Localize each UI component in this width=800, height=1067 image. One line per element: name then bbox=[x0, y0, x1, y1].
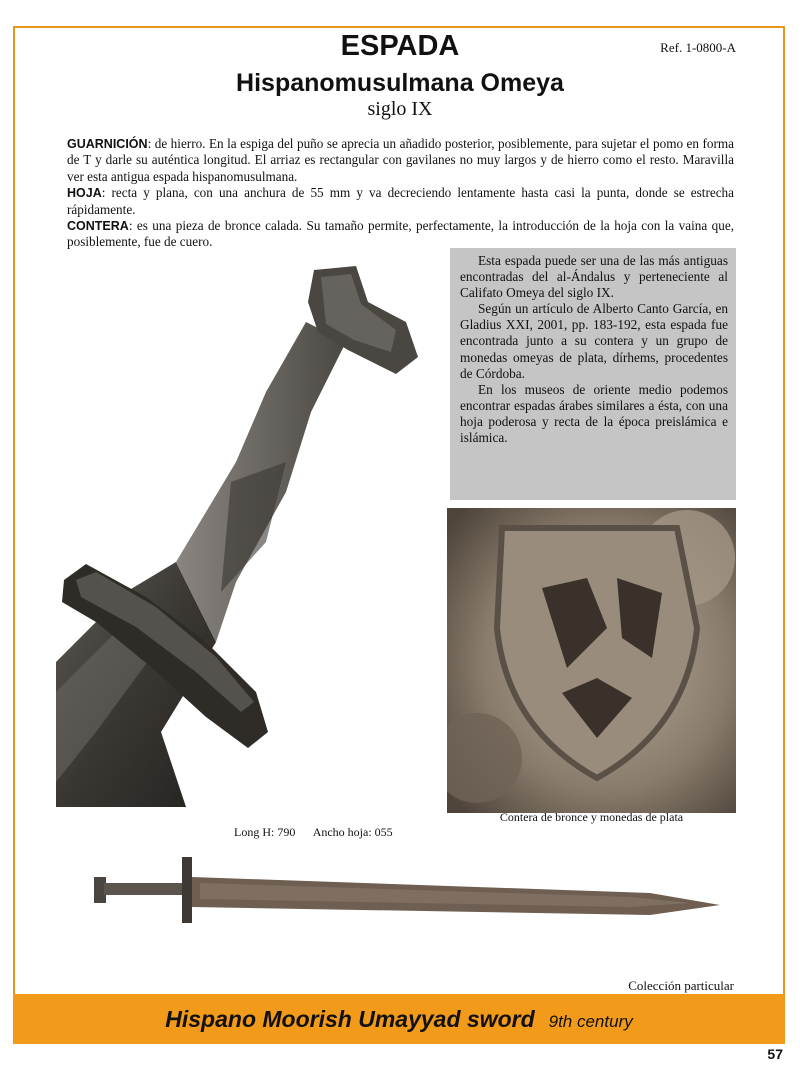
full-grip bbox=[104, 883, 184, 895]
page-number: 57 bbox=[767, 1046, 783, 1062]
sword-hilt-photo bbox=[56, 262, 428, 807]
full-sword-photo bbox=[90, 855, 720, 927]
description-block bbox=[67, 136, 734, 251]
sidebar-paragraph: Esta espada puede ser una de las más antiguas encontradas del al-Ándalus y perteneciente al Califato Omeya del siglo IX. bbox=[460, 253, 728, 301]
blade-width-label: Ancho hoja: 055 bbox=[312, 825, 393, 839]
period-label: siglo IX bbox=[367, 98, 433, 120]
description-hoja bbox=[67, 185, 734, 218]
dimensions bbox=[234, 825, 408, 840]
page-title: ESPADA bbox=[340, 30, 460, 62]
english-title: Hispano Moorish Umayyad sword bbox=[165, 1006, 535, 1032]
description-label: GUARNICIÓN bbox=[67, 137, 148, 151]
description-label: CONTERA bbox=[67, 219, 129, 234]
english-century: 9th century bbox=[548, 1012, 633, 1031]
description-text: : es una pieza de bronce calada. Su tamaño permite, perfectamente, la introducción de la hoja con la vaina que, posiblemente, fue de cuero. bbox=[67, 218, 734, 250]
english-title-banner bbox=[13, 994, 785, 1044]
description-contera bbox=[67, 218, 734, 251]
length-label: Long H: 790 bbox=[234, 825, 296, 839]
collection-label: Colección particular bbox=[628, 978, 734, 993]
reference-number: Ref. 1-0800-A bbox=[660, 40, 736, 55]
full-crossguard bbox=[182, 857, 192, 923]
sidebar-paragraph: Según un artículo de Alberto Canto García, en Gladius XXI, 2001, pp. 183-192, esta espada fue encontrada junto a su contera y un grupo de monedas omeyas de plata, dírhems, procedentes de Córdoba. bbox=[460, 301, 728, 381]
page-subtitle: Hispanomusulmana Omeya bbox=[236, 69, 564, 97]
description-label: HOJA bbox=[67, 186, 102, 201]
contera-photo bbox=[447, 508, 736, 813]
sidebar-paragraph: En los museos de oriente medio podemos encontrar espadas árabes similares a ésta, con una hoja poderosa y recta de la época preislámica e islámica. bbox=[460, 381, 728, 446]
contera-caption: Contera de bronce y monedas de plata bbox=[499, 810, 684, 824]
sidebar-note bbox=[450, 248, 736, 500]
description-text: : recta y plana, con una anchura de 55 mm y va decreciendo lentamente hasta casi la punta, donde se estrecha rápidamente. bbox=[67, 185, 734, 217]
description-guarnicion bbox=[67, 136, 734, 185]
description-text: : de hierro. En la espiga del puño se aprecia un añadido posterior, posiblemente, para sujetar el pomo en forma de T y darle su auténtica longitud. El arriaz es rectangular con gavilanes no muy largos y de hierro como el resto. Maravilla ver esta antigua espada hispanomusulmana. bbox=[67, 136, 734, 184]
